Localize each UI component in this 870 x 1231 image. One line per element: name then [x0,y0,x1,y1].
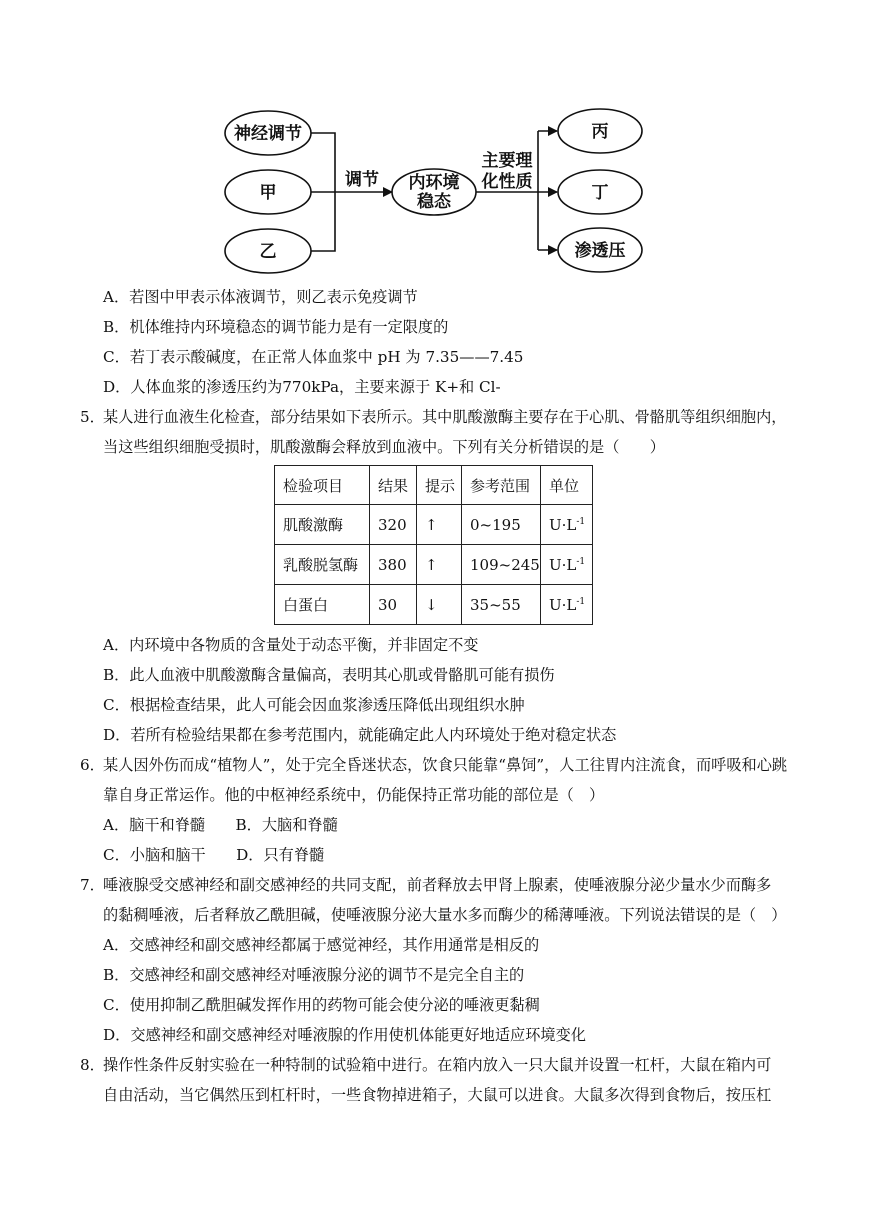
cell-unit [541,505,593,545]
header-result: 结果 [370,466,417,505]
q8-stem-line2: 自由活动，当它偶然压到杠杆时，一些食物掉进箱子，大鼠可以进食。大鼠多次得到食物后，按压杠 [103,1086,772,1104]
q7-number: 7． [80,876,105,894]
q6-number: 6． [80,756,105,774]
q5-stem-line1: 某人进行血液生化检查，部分结果如下表所示。其中肌酸激酶主要存在于心肌、骨骼肌等组织细胞内， [103,408,787,426]
center-label-2: 稳态 [417,192,451,212]
q7-option-d: D．交感神经和副交感神经对唾液腺的作用使机体能更好地适应环境变化 [103,1026,586,1044]
header-item: 检验项目 [275,466,370,505]
unit-text: U·L [549,555,577,574]
q7-stem-line2: 的黏稠唾液，后者释放乙酰胆碱，使唾液腺分泌大量水多而酶少的稀薄唾液。下列说法错误的是（ ） [103,906,787,924]
cell-item: 白蛋白 [275,585,370,625]
cell-result: 320 [370,505,417,545]
cell-flag: ↑ [417,545,462,585]
q7-stem-line1: 唾液腺受交感神经和副交感神经的共同支配，前者释放去甲肾上腺素，使唾液腺分泌少量水少而酶多 [103,876,772,894]
header-flag: 提示 [417,466,462,505]
unit-text: U·L [549,515,577,534]
cell-range: 35~55 [462,585,541,625]
cell-range: 109~245 [462,545,541,585]
table-header-row [275,466,593,505]
header-range: 参考范围 [462,466,541,505]
cell-unit [541,585,593,625]
cell-result: 380 [370,545,417,585]
table-row [275,585,593,625]
cell-flag: ↓ [417,585,462,625]
homeostasis-diagram [0,0,870,290]
regulate-label: 调节 [345,170,379,190]
table-row [275,545,593,585]
q6-options-row2: C．小脑和脑干 D．只有脊髓 [103,846,325,864]
q8-number: 8． [80,1056,105,1074]
q8-stem-line1: 操作性条件反射实验在一种特制的试验箱中进行。在箱内放入一只大鼠并设置一杠杆，大鼠在箱内可 [103,1056,772,1074]
property-label-1: 主要理 [481,151,533,171]
unit-text: U·L [549,595,577,614]
output-label-osmotic: 渗透压 [574,241,626,261]
q7-option-a: A．交感神经和副交感神经都属于感觉神经，其作用通常是相反的 [103,936,540,954]
q5-option-b: B．此人血液中肌酸激酶含量偏高，表明其心肌或骨骼肌可能有损伤 [103,666,555,684]
input-label-yi: 乙 [259,242,277,262]
center-label-1: 内环境 [408,173,460,193]
q5-option-a: A．内环境中各物质的含量处于动态平衡，并非固定不变 [103,636,479,654]
cell-range: 0~195 [462,505,541,545]
q5-stem-line2: 当这些组织细胞受损时，肌酸激酶会释放到血液中。下列有关分析错误的是（ ） [103,438,665,456]
cell-flag: ↑ [417,505,462,545]
input-label-jia: 甲 [259,183,277,203]
header-unit: 单位 [541,466,593,505]
cell-unit [541,545,593,585]
lab-results-table [274,465,593,625]
q5-option-c: C．根据检查结果，此人可能会因血浆渗透压降低出现组织水肿 [103,696,525,714]
cell-item: 肌酸激酶 [275,505,370,545]
q5-option-d: D．若所有检验结果都在参考范围内，就能确定此人内环境处于绝对稳定状态 [103,726,617,744]
input-label-nervous: 神经调节 [234,124,302,144]
q6-options-row1: A．脑干和脊髓 B．大脑和脊髓 [103,816,338,834]
table-row [275,505,593,545]
unit-exponent: -1 [576,556,586,567]
output-label-bing: 丙 [591,122,609,142]
output-label-ding: 丁 [591,183,609,203]
q7-option-b: B．交感神经和副交感神经对唾液腺分泌的调节不是完全自主的 [103,966,525,984]
q6-stem-line1: 某人因外伤而成“植物人”，处于完全昏迷状态，饮食只能靠“鼻饲”，人工往胃内注流食，而呼吸和心跳 [103,756,788,774]
q4-option-a: A．若图中甲表示体液调节，则乙表示免疫调节 [103,288,418,306]
unit-exponent: -1 [576,516,586,527]
cell-result: 30 [370,585,417,625]
q5-number: 5． [80,408,105,426]
q7-option-c: C．使用抑制乙酰胆碱发挥作用的药物可能会使分泌的唾液更黏稠 [103,996,540,1014]
cell-item: 乳酸脱氢酶 [275,545,370,585]
property-label-2: 化性质 [481,172,533,192]
q6-stem-line2: 靠自身正常运作。他的中枢神经系统中，仍能保持正常功能的部位是（ ） [103,786,605,804]
q4-option-b: B．机体维持内环境稳态的调节能力是有一定限度的 [103,318,449,336]
q4-option-c: C．若丁表示酸碱度，在正常人体血浆中 pH 为 7.35——7.45 [103,348,524,366]
unit-exponent: -1 [576,596,586,607]
q4-option-d: D．人体血浆的渗透压约为770kPa，主要来源于 K+和 Cl- [103,378,501,396]
